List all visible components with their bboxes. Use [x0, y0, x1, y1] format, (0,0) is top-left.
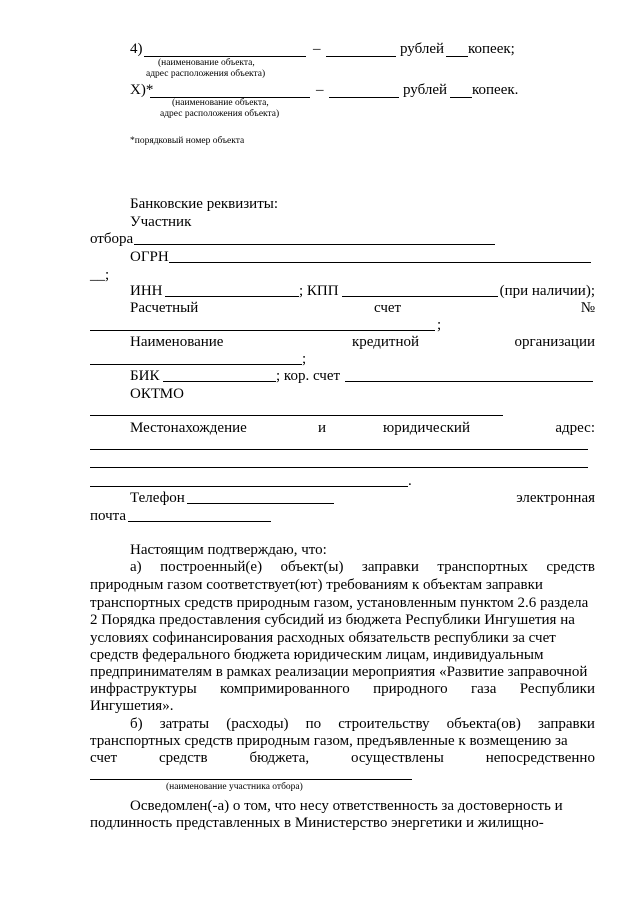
credit-label-1: Наименование — [130, 334, 224, 350]
address-label-1: Местонахождение — [130, 420, 247, 436]
kpp-label: ; КПП — [299, 283, 339, 299]
corr-label: ; кор. счет — [276, 368, 341, 384]
address-field-3 — [90, 486, 408, 487]
selection-label: отбора — [90, 231, 134, 247]
clause-a-line-2: природным газом соответствует(ют) требованиям к объектам заправки — [90, 577, 543, 593]
clause-a-line-7: предпринимателям в рамках реализации мероприятия «Развитие заправочной — [90, 664, 588, 680]
clause-b-word: по — [305, 716, 322, 732]
corr-field — [345, 381, 593, 382]
object-x-note-1: (наименование объекта, — [172, 98, 269, 108]
clause-b-line-3 — [90, 750, 595, 767]
object-4-name-field — [144, 56, 306, 57]
account-field — [90, 330, 435, 331]
clause-a-word: Республики — [519, 681, 595, 697]
clause-a-line-5: условиях софинансирования расходных обязательств республики за счет — [90, 630, 556, 646]
object-4-note-1: (наименование объекта, — [158, 58, 255, 68]
object-4-dash: – — [313, 41, 321, 57]
ogrn-end: __; — [90, 267, 110, 283]
participant-label: Участник — [130, 214, 192, 230]
clause-a-line-9: Ингушетия». — [90, 698, 174, 714]
inn-label: ИНН — [130, 283, 163, 299]
bik-field — [163, 381, 276, 382]
clause-b-word: осуществлены — [351, 750, 444, 766]
clause-b-word: затраты — [159, 716, 210, 732]
clause-a-line-8 — [90, 681, 595, 698]
participant-field — [134, 244, 495, 245]
aware-line-1: Осведомлен(-а) о том, что несу ответственность за достоверность и — [130, 798, 563, 814]
clause-b-word: заправки — [537, 716, 595, 732]
oktmo-label: ОКТМО — [130, 386, 184, 402]
object-x-kopecks-label: копеек. — [472, 82, 519, 98]
bik-label: БИК — [130, 368, 160, 384]
account-number-sign: № — [580, 300, 595, 316]
credit-label-2: кредитной — [352, 334, 420, 350]
clause-a-word: компримированного — [220, 681, 350, 697]
participant-name-field — [90, 779, 412, 780]
credit-org-field — [90, 364, 302, 365]
mail-field — [128, 521, 271, 522]
address-label-2: и — [318, 420, 327, 436]
clause-b-word: объекта(ов) — [446, 716, 521, 732]
clause-a-word: объект(ы) — [280, 559, 344, 575]
address-field-2 — [90, 467, 588, 468]
clause-b-word: бюджета, — [249, 750, 310, 766]
clause-b-word: (расходы) — [226, 716, 289, 732]
account-semicolon: ; — [437, 317, 442, 333]
clause-b-word: средств — [159, 750, 208, 766]
clause-a-word: построенный(е) — [160, 559, 263, 575]
clause-a-line-4: 2 Порядка предоставления субсидий из бюджета Республики Ингушетия на — [90, 612, 575, 628]
clause-b-line-1 — [130, 716, 595, 733]
ogrn-field — [169, 262, 591, 263]
address-period: . — [408, 473, 412, 489]
participant-name-note: (наименование участника отбора) — [166, 782, 303, 792]
clause-a-word: средств — [546, 559, 595, 575]
object-x-note-2: адрес расположения объекта) — [160, 109, 280, 119]
address-label-3: юридический — [383, 420, 470, 436]
phone-field — [187, 503, 334, 504]
clause-a-line-6: средств федерального бюджета юридическим лицам, индивидуальным — [90, 647, 544, 663]
object-4-rubles-label: рублей — [400, 41, 445, 57]
object-4-rubles-field — [326, 56, 396, 57]
account-label-2: счет — [374, 300, 402, 316]
clause-b-word: непосредственно — [485, 750, 595, 766]
clause-a-word: природного — [373, 681, 448, 697]
ogrn-label: ОГРН — [130, 249, 169, 265]
clause-a-word: газа — [470, 681, 497, 697]
bank-heading: Банковские реквизиты: — [130, 196, 279, 212]
clause-a-word: заправки — [361, 559, 419, 575]
object-4-kopecks-field — [446, 56, 468, 57]
object-4-note-2: адрес расположения объекта) — [146, 69, 266, 79]
credit-label-3: организации — [514, 334, 595, 350]
kpp-if-any: (при наличии); — [499, 283, 595, 299]
oktmo-field — [90, 415, 503, 416]
account-label-1: Расчетный — [130, 300, 199, 316]
address-label-4: адрес: — [555, 420, 595, 436]
clause-b-word: счет — [90, 750, 118, 766]
object-x-rubles-label: рублей — [403, 82, 448, 98]
object-x-kopecks-field — [450, 97, 472, 98]
mail-label: почта — [90, 508, 127, 524]
footnote: *порядковый номер объекта — [130, 136, 245, 146]
clause-b-word: б) — [130, 716, 143, 732]
electronic-label: электронная — [516, 490, 595, 506]
object-x-rubles-field — [329, 97, 399, 98]
object-x-dash: – — [316, 82, 324, 98]
kpp-field — [342, 296, 498, 297]
confirm-intro: Настоящим подтверждаю, что: — [130, 542, 327, 558]
clause-a-word: а) — [130, 559, 142, 575]
clause-a-line-1 — [130, 559, 595, 576]
inn-field — [165, 296, 299, 297]
clause-a-line-3: транспортных средств природным газом, установленным пунктом 2.6 раздела — [90, 595, 589, 611]
clause-a-word: транспортных — [437, 559, 528, 575]
aware-line-2: подлинность представленных в Министерство энергетики и жилищно- — [90, 815, 544, 831]
clause-b-line-2: транспортных средств природным газом, предъявленные к возмещению за — [90, 733, 568, 749]
credit-semicolon: ; — [302, 351, 307, 367]
object-4-number: 4) — [130, 41, 143, 57]
object-4-kopecks-label: копеек; — [468, 41, 515, 57]
clause-a-word: инфраструктуры — [90, 681, 197, 697]
phone-label: Телефон — [130, 490, 185, 506]
address-field-1 — [90, 449, 588, 450]
clause-b-word: строительству — [338, 716, 430, 732]
object-x-number: Х)* — [130, 82, 154, 98]
